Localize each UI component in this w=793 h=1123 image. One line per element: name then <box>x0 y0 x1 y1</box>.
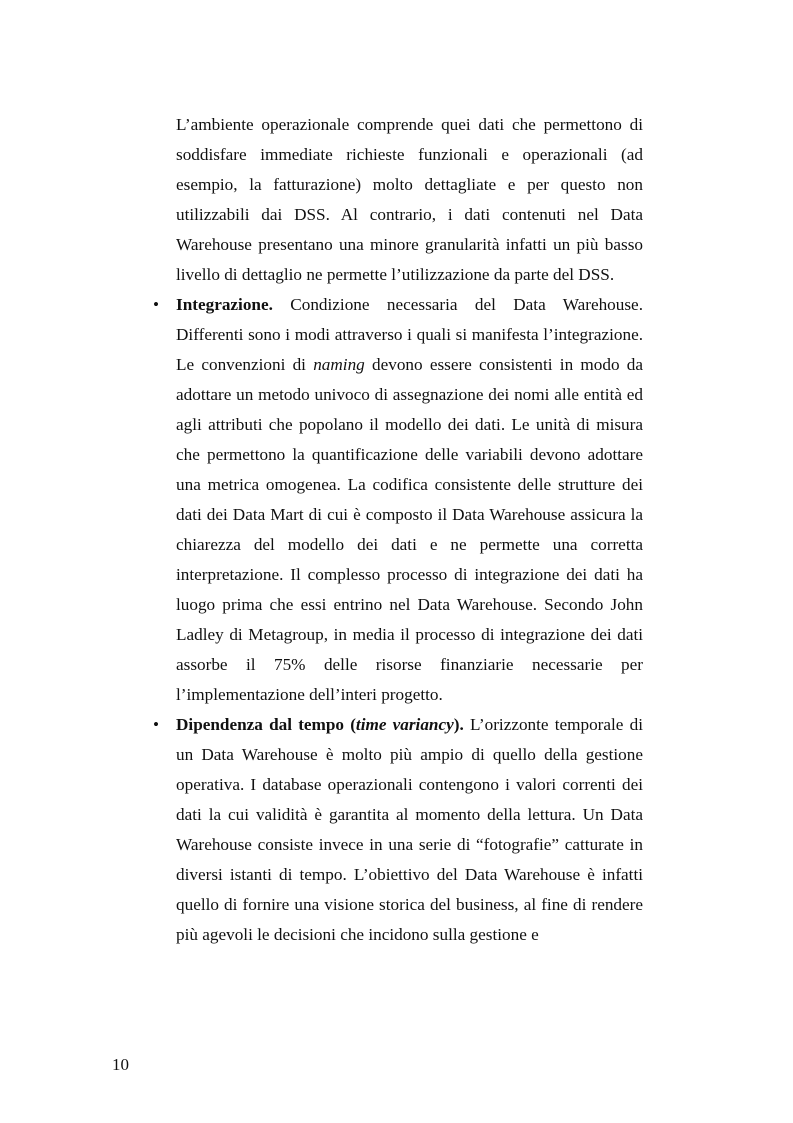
bullet-text-integrazione-part1: Condizione necessaria del Data Warehouse. Differenti sono i modi attraverso i quali si manifesta l’integrazione. Le convenzioni di <box>176 295 643 374</box>
bullet-title-integrazione: Integrazione. <box>176 295 273 314</box>
page-number: 10 <box>112 1055 129 1074</box>
bullet-icon: • <box>152 295 160 314</box>
bullet-title-dipendenza-end: ). <box>453 715 464 734</box>
intro-paragraph <box>176 110 643 290</box>
bullet-text-integrazione-part2: devono essere consistenti in modo da adottare un metodo univoco di assegnazione dei nomi alle entità ed agli attributi che popolano il modello dei dati. Le unità di misura che permettono la quantificazione delle variabili devono adottare una metrica omogenea. La codifica consistente delle strutture dei dati dei Data Mart di cui è composto il Data Warehouse assicura la chiarezza del modello dei dati e ne permette una corretta interpretazione. Il complesso processo di integrazione dei dati ha luogo prima che essi entrino nel Data Warehouse. Secondo John Ladley di Metagroup, in media il processo di integrazione dei dati assorbe il 75% delle risorse finanziarie necessarie per l’implementazione dell’interi progetto. <box>176 355 644 704</box>
bullet-item-integrazione <box>152 290 644 710</box>
bullet-title-dipendenza-italic: time variancy <box>355 715 454 734</box>
intro-paragraph-text: L’ambiente operazionale comprende quei dati che permettono di soddisfare immediate richieste funzionali e operazionali (ad esempio, la fatturazione) molto dettagliate e per questo non utilizzabili dai DSS. Al contrario, i dati contenuti nel Data Warehouse presentano una minore granularità infatti un più basso livello di dettaglio ne permette l’utilizzazione da parte del DSS. <box>176 115 643 284</box>
bullet-text-dipendenza: L’orizzonte temporale di un Data Warehouse è molto più ampio di quello della gestione operativa. I database operazionali contengono i valori correnti dei dati la cui validità è garantita al momento della lettura. Un Data Warehouse consiste invece in una serie di “fotografie” catturate in diversi istanti di tempo. L’obiettivo del Data Warehouse è infatti quello di fornire una visione storica del business, al fine di rendere più agevoli le decisioni che incidono sulla gestione e <box>176 715 643 944</box>
bullet-text-integrazione-naming: naming <box>313 355 365 374</box>
body-text-column <box>152 110 644 950</box>
bullet-item-dipendenza-tempo <box>152 710 643 950</box>
bullet-title-dipendenza-start: Dipendenza dal tempo ( <box>176 715 356 734</box>
bullet-icon: • <box>152 715 160 734</box>
